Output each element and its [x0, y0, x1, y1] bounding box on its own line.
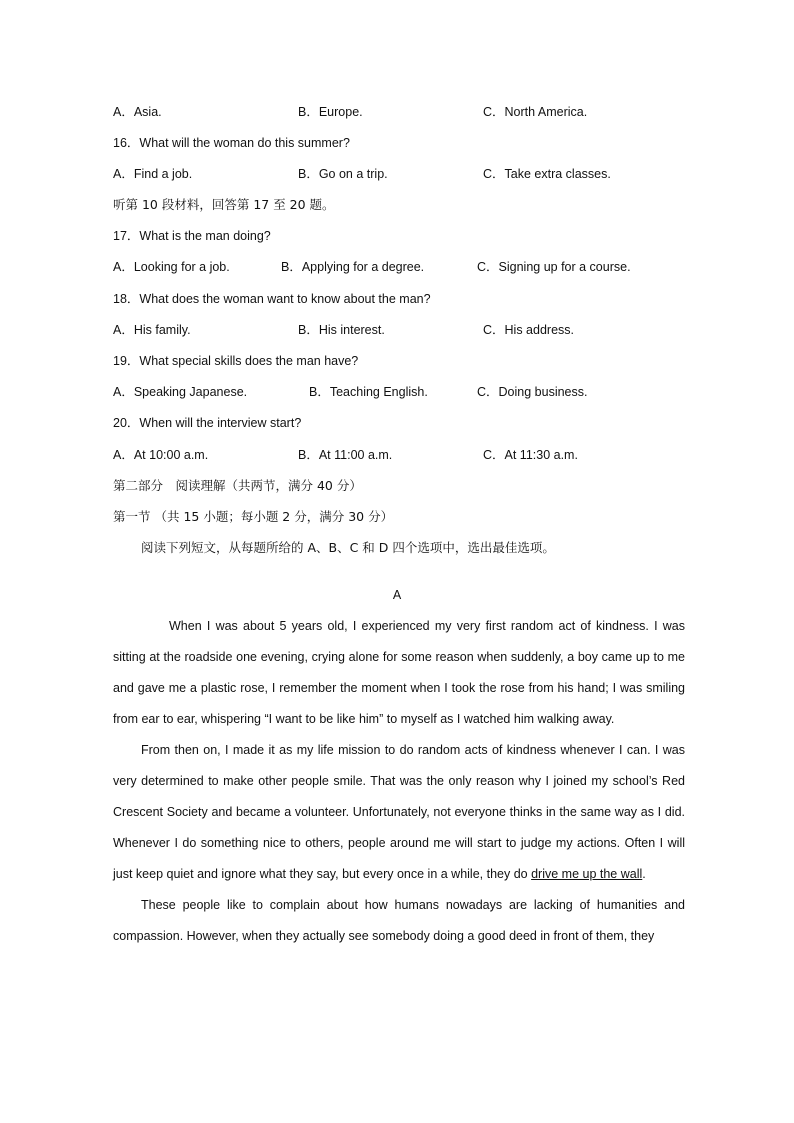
underlined-phrase: drive me up the wall — [531, 867, 643, 881]
passage-label: A — [392, 588, 402, 602]
passage-paragraph-2 — [113, 735, 685, 890]
q20-question: 20．When will the interview start? — [113, 416, 302, 430]
part2-heading: 第二部分 阅读理解（共两节，满分 40 分） — [113, 478, 362, 493]
q20-option-a: A．At 10:00 a.m. — [113, 448, 209, 462]
q19-option-c: C．Doing business. — [477, 385, 588, 399]
paragraph-2-text: From then on, I made it as my life mission to do random acts of kindness whenever I can. I was very determined to make other people smile. That was the only reason why I joined my school’s Red Crescent Society and became a volunteer. Unfortunately, not everyone thinks in the same way as I did. Whenever I do something nice to others, people around me will start to judge my actions. Often I will just keep quiet and ignore what they say, but every once in a while, they do — [113, 743, 685, 881]
q16-option-c: C．Take extra classes. — [483, 167, 611, 181]
passage-paragraph-3: These people like to complain about how humans nowadays are lacking of humanities and compassion. However, when they actually see somebody doing a good deed in front of them, they — [113, 898, 685, 943]
q15-option-a: A．Asia. — [113, 105, 162, 119]
q18-option-a: A．His family. — [113, 323, 191, 337]
q16-question: 16．What will the woman do this summer? — [113, 136, 350, 150]
q18-option-b: B．His interest. — [298, 323, 385, 337]
q17-option-b: B．Applying for a degree. — [281, 260, 425, 274]
q16-option-b: B．Go on a trip. — [298, 167, 388, 181]
q16-option-a: A．Find a job. — [113, 167, 193, 181]
paragraph-2-end: . — [642, 867, 646, 881]
q15-option-b: B．Europe. — [298, 105, 363, 119]
q19-option-b: B．Teaching English. — [309, 385, 428, 399]
q19-option-a: A．Speaking Japanese. — [113, 385, 248, 399]
q18-option-c: C．His address. — [483, 323, 574, 337]
q15-option-c: C．North America. — [483, 105, 588, 119]
q20-option-b: B．At 11:00 a.m. — [298, 448, 393, 462]
passage-paragraph-1: When I was about 5 years old, I experienced my very first random act of kindness. I was sitting at the roadside one evening, crying alone for some reason when suddenly, a boy came up to me and gave me a plastic rose, I remember the moment when I took the rose from his hand; I was smiling from ear to ear, whispering “I want to be like him” to myself as I watched him walking away. — [113, 619, 685, 726]
q20-option-c: C．At 11:30 a.m. — [483, 448, 578, 462]
q17-option-a: A．Looking for a job. — [113, 260, 230, 274]
section1-heading: 第一节 （共 15 小题；每小题 2 分，满分 30 分） — [113, 509, 394, 524]
listening-instruction: 听第 10 段材料，回答第 17 至 20 题。 — [113, 197, 335, 212]
reading-instruction: 阅读下列短文，从每题所给的 A、B、C 和 D 四个选项中，选出最佳选项。 — [141, 540, 555, 555]
q17-option-c: C．Signing up for a course. — [477, 260, 631, 274]
q17-question: 17．What is the man doing? — [113, 229, 271, 243]
q18-question: 18．What does the woman want to know about the man? — [113, 292, 431, 306]
q19-question: 19．What special skills does the man have? — [113, 354, 359, 368]
passage-body — [113, 611, 685, 952]
